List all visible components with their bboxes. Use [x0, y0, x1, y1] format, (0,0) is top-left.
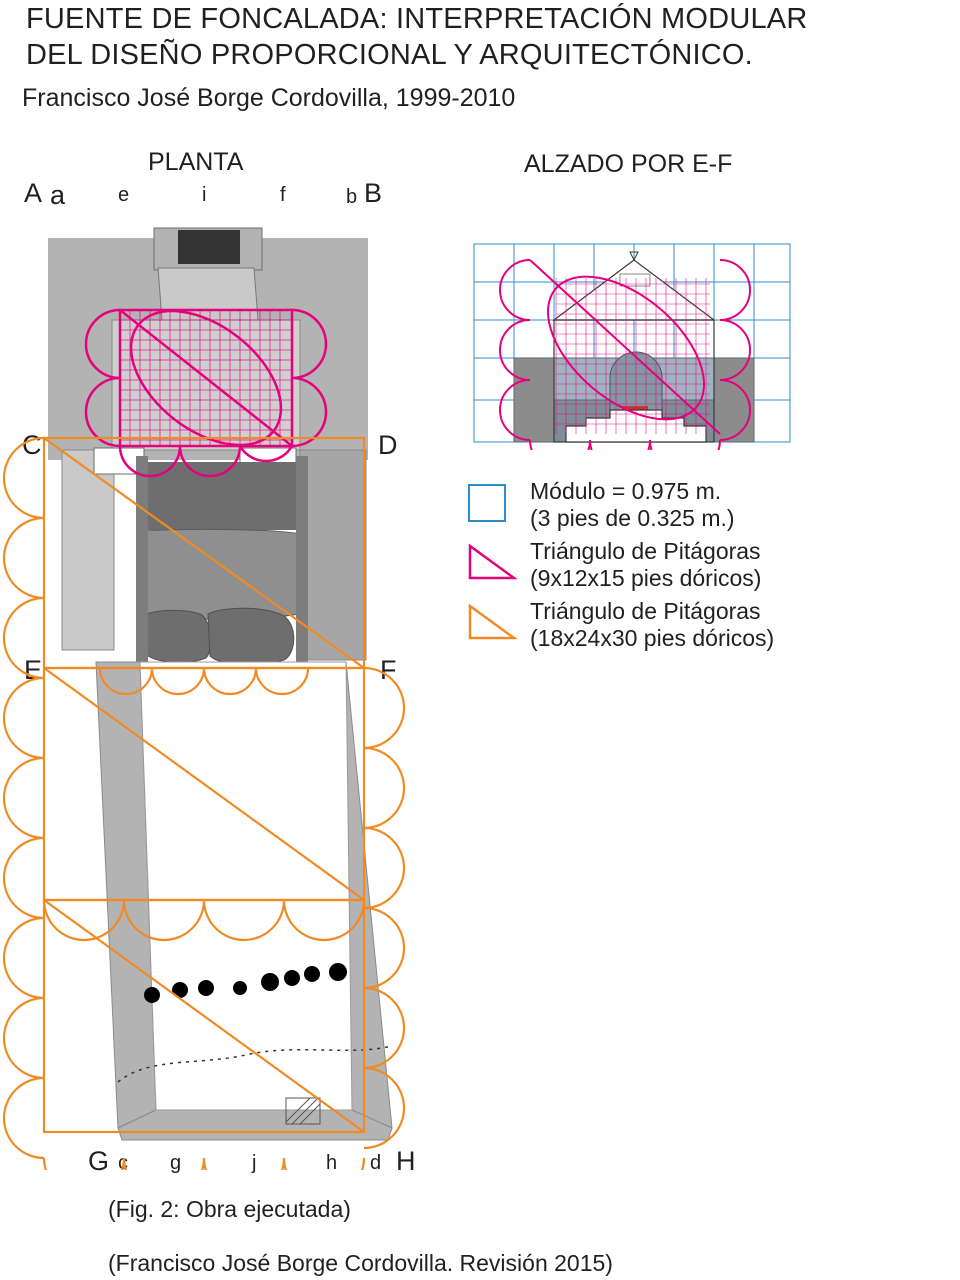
blue-square-module-icon — [464, 478, 520, 524]
orange-right-triangle-icon — [464, 598, 520, 644]
magenta-right-triangle-icon — [464, 538, 520, 584]
elevation-drawing — [470, 238, 800, 450]
plan-label-A: A — [24, 178, 43, 208]
legend — [464, 478, 884, 658]
page-title-line-2: DEL DISEÑO PROPORCIONAL Y ARQUITECTÓNICO. — [26, 39, 753, 71]
plan-label-g: g — [170, 1152, 182, 1174]
legend-pitagoras-large-line2: (18x24x30 pies dóricos) — [530, 625, 775, 651]
plan-label-F: F — [380, 655, 397, 685]
plan-label-D: D — [378, 430, 398, 460]
plan-section-title: PLANTA — [148, 148, 244, 176]
plan-label-B: B — [364, 178, 383, 208]
legend-pitagoras-small-line2: (9x12x15 pies dóricos) — [530, 565, 762, 591]
plan-label-c: c — [118, 1152, 128, 1174]
plan-label-b: b — [346, 186, 358, 208]
plan-drawing — [0, 210, 440, 1170]
plan-label-e: e — [118, 184, 130, 206]
plan-label-j: j — [252, 1152, 257, 1174]
plan-label-a: a — [50, 180, 66, 210]
legend-pitagoras-large-line1: Triángulo de Pitágoras — [530, 598, 761, 624]
revision-caption: (Francisco José Borge Cordovilla. Revisión 2015) — [108, 1250, 613, 1276]
plan-label-f: f — [280, 184, 286, 206]
legend-item-triangle-large — [464, 598, 884, 652]
plan-label-E: E — [24, 655, 43, 685]
plan-label-d: d — [370, 1152, 382, 1174]
elevation-section-title: ALZADO POR E-F — [524, 150, 733, 178]
legend-pitagoras-small-line1: Triángulo de Pitágoras — [530, 538, 761, 564]
plan-label-G: G — [88, 1146, 110, 1176]
legend-item-triangle-small — [464, 538, 884, 592]
legend-module-line2: (3 pies de 0.325 m.) — [530, 505, 735, 531]
author-line: Francisco José Borge Cordovilla, 1999-2010 — [22, 84, 516, 112]
page-title-line-1: FUENTE DE FONCALADA: INTERPRETACIÓN MODULAR — [26, 3, 808, 35]
plan-label-H: H — [396, 1146, 416, 1176]
plan-label-h: h — [326, 1152, 338, 1174]
legend-item-module — [464, 478, 884, 532]
figure-caption: (Fig. 2: Obra ejecutada) — [108, 1196, 351, 1222]
legend-module-line1: Módulo = 0.975 m. — [530, 478, 722, 504]
plan-label-i: i — [202, 184, 207, 206]
plan-label-C: C — [22, 430, 42, 460]
